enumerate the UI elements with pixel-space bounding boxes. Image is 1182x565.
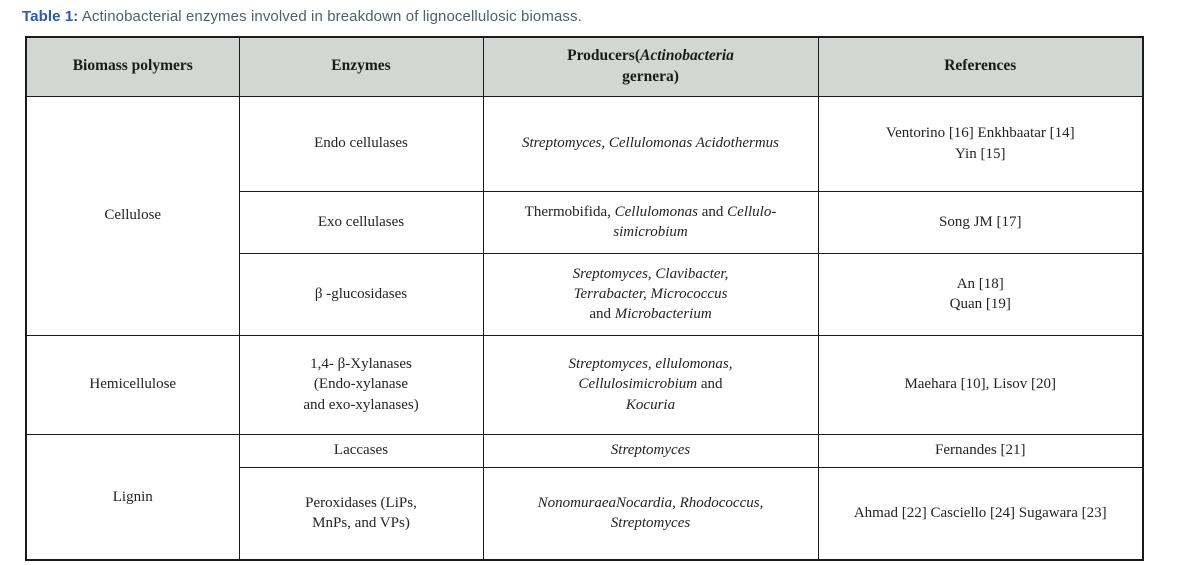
caption-text: Actinobacterial enzymes involved in breakdown of lignocellulosic biomass. (78, 8, 582, 25)
table-row (26, 335, 1143, 434)
cell-producers: Streptomyces (483, 434, 818, 467)
table-row (26, 96, 1143, 191)
cell-producers: Streptomyces, ellulomonas, Cellulosimicrobium and Kocuria (483, 335, 818, 434)
header-references: References (818, 37, 1143, 96)
cell-enzyme: Endo cellulases (239, 96, 483, 191)
header-producers: Producers(Actinobacteria gernera) (483, 37, 818, 96)
cell-producers: Sreptomyces, Clavibacter, Terrabacter, Micrococcus and Microbacterium (483, 253, 818, 335)
table-caption (22, 8, 1182, 25)
enzymes-table (25, 36, 1144, 561)
cell-references: Ahmad [22] Casciello [24] Sugawara [23] (818, 467, 1143, 560)
table-row (26, 434, 1143, 467)
header-biomass-polymers: Biomass polymers (26, 37, 239, 96)
cell-references: Song JM [17] (818, 191, 1143, 253)
cell-biomass-lignin: Lignin (26, 434, 239, 560)
header-row (26, 37, 1143, 96)
cell-producers: Streptomyces, Cellulomonas Acidothermus (483, 96, 818, 191)
cell-biomass-hemicellulose: Hemicellulose (26, 335, 239, 434)
cell-references: An [18] Quan [19] (818, 253, 1143, 335)
cell-enzyme: β -glucosidases (239, 253, 483, 335)
cell-enzyme: Peroxidases (LiPs, MnPs, and VPs) (239, 467, 483, 560)
cell-references: Ventorino [16] Enkhbaatar [14] Yin [15] (818, 96, 1143, 191)
cell-enzyme: Exo cellulases (239, 191, 483, 253)
cell-references: Maehara [10], Lisov [20] (818, 335, 1143, 434)
cell-producers: Thermobifida, Cellulomonas and Cellulo- simicrobium (483, 191, 818, 253)
cell-references: Fernandes [21] (818, 434, 1143, 467)
caption-label: Table 1: (22, 8, 79, 25)
cell-biomass-cellulose: Cellulose (26, 96, 239, 335)
cell-enzyme: Laccases (239, 434, 483, 467)
cell-enzyme: 1,4- β-Xylanases (Endo-xylanase and exo-xylanases) (239, 335, 483, 434)
cell-producers: NonomuraeaNocardia, Rhodococcus, Streptomyces (483, 467, 818, 560)
header-enzymes: Enzymes (239, 37, 483, 96)
